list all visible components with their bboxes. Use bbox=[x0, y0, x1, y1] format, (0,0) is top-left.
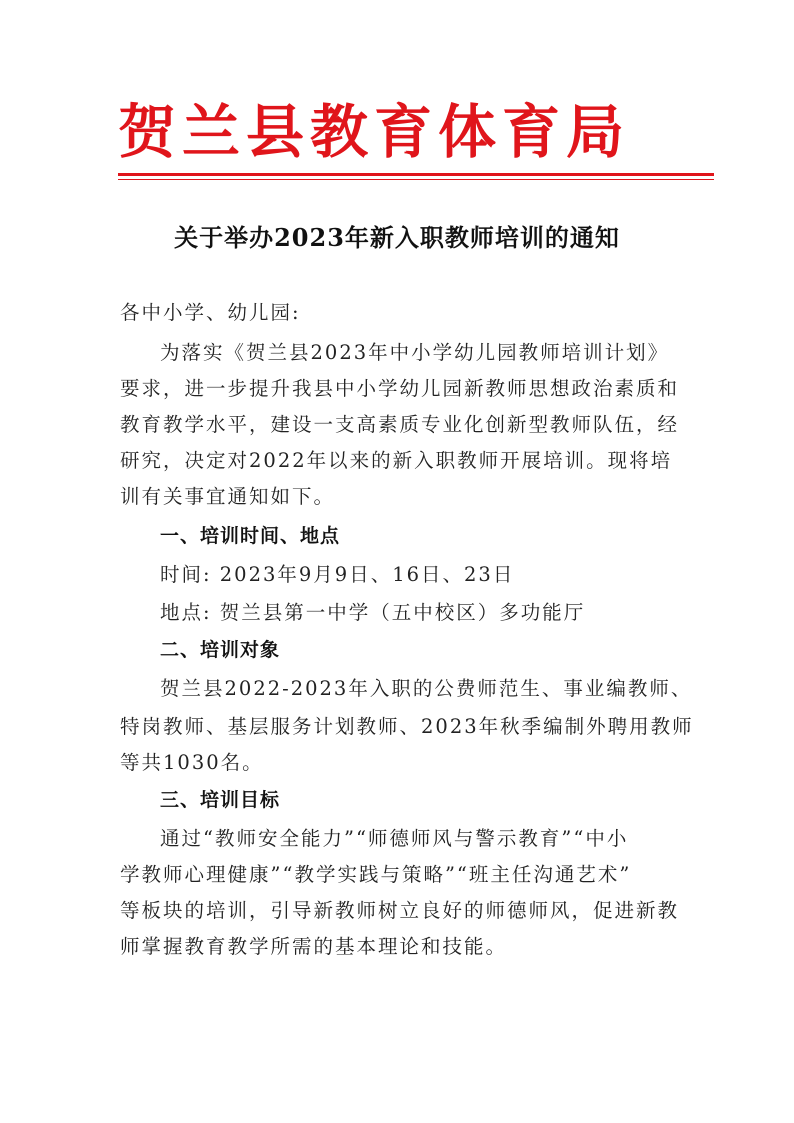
section-heading-participants: 二、培训对象 bbox=[160, 639, 281, 661]
section-line: 时间: 2023年9月9日、16日、23日 bbox=[160, 563, 515, 586]
letterhead-org-name: 贺兰县教育体育局 bbox=[118, 98, 631, 166]
section-line: 地点: 贺兰县第一中学（五中校区）多功能厅 bbox=[160, 601, 586, 624]
intro-line: 为落实《贺兰县2023年中小学幼儿园教师培训计划》 bbox=[160, 341, 670, 364]
section-line: 师掌握教育教学所需的基本理论和技能。 bbox=[120, 935, 508, 958]
intro-line: 教育教学水平，建设一支高素质专业化创新型教师队伍，经 bbox=[120, 413, 680, 436]
intro-line: 要求，进一步提升我县中小学幼儿园新教师思想政治素质和 bbox=[120, 377, 680, 400]
letterhead-rule-thick bbox=[118, 173, 714, 176]
section-line: 等板块的培训，引导新教师树立良好的师德师风，促进新教 bbox=[120, 899, 680, 922]
section-line: 等共1030名。 bbox=[120, 751, 264, 774]
section-line: 特岗教师、基层服务计划教师、2023年秋季编制外聘用教师 bbox=[120, 715, 694, 738]
intro-line: 训有关事宜通知如下。 bbox=[120, 485, 336, 508]
letterhead-rule-thin bbox=[118, 179, 714, 180]
salutation: 各中小学、幼儿园: bbox=[120, 301, 301, 324]
section-line: 学教师心理健康”“教学实践与策略”“班主任沟通艺术” bbox=[120, 863, 632, 886]
section-line: 通过“教师安全能力”“师德师风与警示教育”“中小 bbox=[160, 827, 629, 850]
section-line: 贺兰县2022-2023年入职的公费师范生、事业编教师、 bbox=[160, 677, 693, 700]
section-heading-goals: 三、培训目标 bbox=[160, 789, 281, 811]
intro-line: 研究，决定对2022年以来的新入职教师开展培训。现将培 bbox=[120, 449, 673, 472]
document-title: 关于举办2023年新入职教师培训的通知 bbox=[174, 223, 620, 252]
section-heading-time-place: 一、培训时间、地点 bbox=[160, 525, 341, 547]
